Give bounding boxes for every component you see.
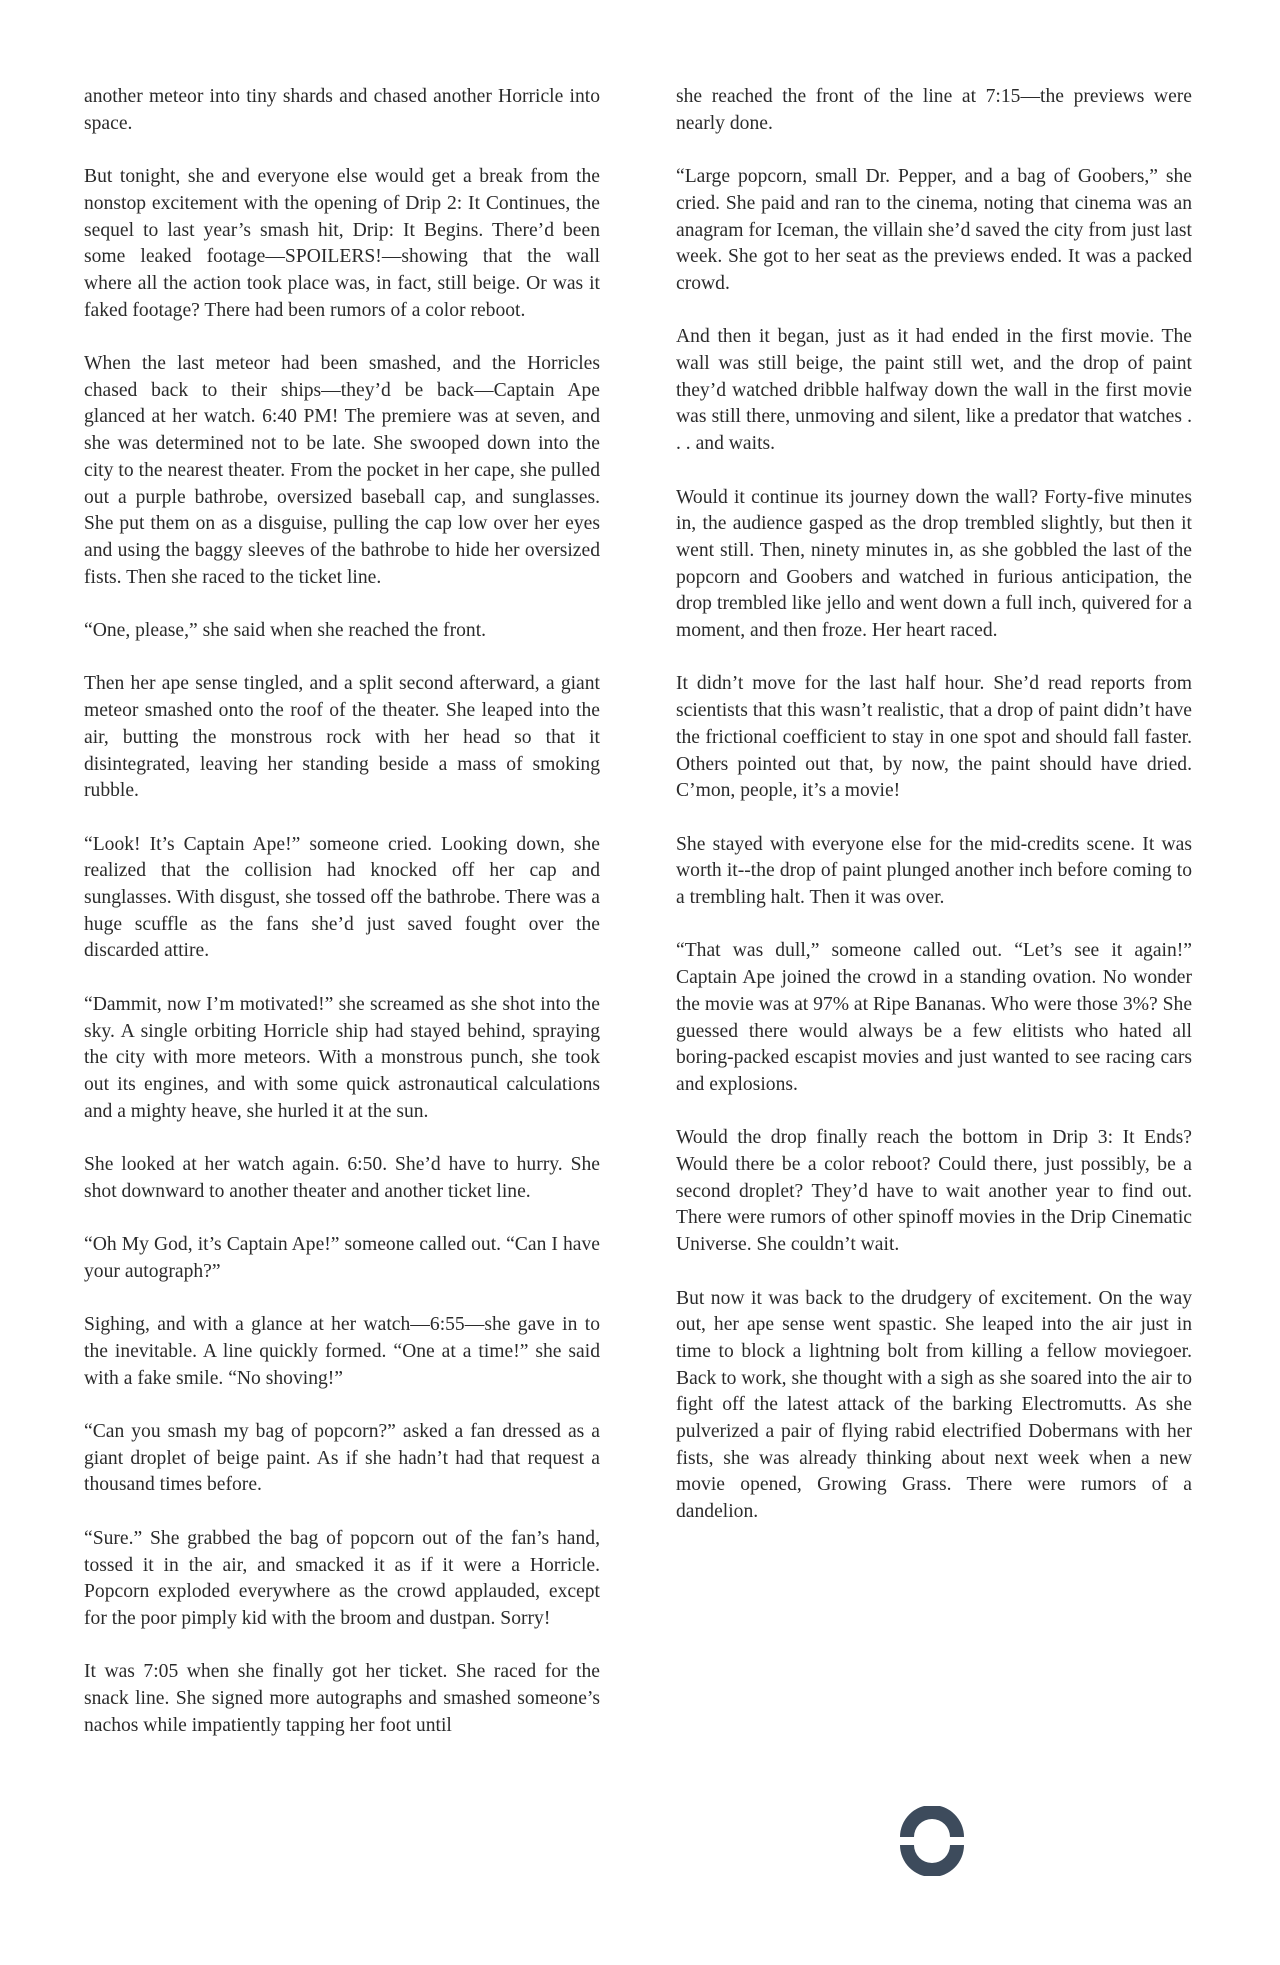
paragraph: “Look! It’s Captain Ape!” someone cried. Looking down, she realized that the collision had knocked off her cap and sunglasses. With disgust, she tossed off the bathrobe. There was a huge scuffle as the fans she’d just saved fought over the discarded attire. (84, 833, 600, 962)
paragraph: “Dammit, now I’m motivated!” she screamed as she shot into the sky. A single orbiting Horricle ship had stayed behind, spraying the city with more meteors. With a monstrous punch, she took out its engines, and with some quick astronautical calculations and a mighty heave, she hurled it at the sun. (84, 993, 600, 1122)
paragraph: And then it began, just as it had ended in the first movie. The wall was still beige, the paint still wet, and the drop of paint they’d watched dribble halfway down the wall in the first movie was still there, unmoving and silent, like a predator that watches . . . and waits. (676, 326, 1192, 455)
paragraph: Then her ape sense tingled, and a split second afterward, a giant meteor smashed onto the roof of the theater. She leaped into the air, butting the monstrous rock with her head so that it disintegrated, leaving her standing beside a mass of smoking rubble. (84, 673, 600, 802)
end-of-story-ring-icon (897, 1806, 967, 1876)
paragraph: “Large popcorn, small Dr. Pepper, and a bag of Goobers,” she cried. She paid and ran to the cinema, noting that cinema was an anagram for Iceman, the villain she’d saved the city from just last week. She got to her seat as the previews ended. It was a packed crowd. (676, 166, 1192, 294)
paragraph: “Sure.” She grabbed the bag of popcorn out of the fan’s hand, tossed it in the air, and smacked it as if it were a Horricle. Popcorn exploded everywhere as the crowd applauded, except for the poor pimply kid with the broom and dustpan. Sorry! (84, 1527, 600, 1629)
paragraph: Would the drop finally reach the bottom in Drip 3: It Ends? Would there be a color reboot? Could there, just possibly, be a second droplet? They’d have to wait another year to find out. There were rumors of other spinoff movies in the Drip Cinematic Universe. She couldn’t wait. (676, 1127, 1192, 1256)
paragraph: Sighing, and with a glance at her watch—6:55—she gave in to the inevitable. A line quickly formed. “One at a time!” she said with a fake smile. “No shoving!” (84, 1314, 600, 1389)
paragraph: It was 7:05 when she finally got her ticket. She raced for the snack line. She signed more autographs and smashed someone’s nachos while impatiently tapping her foot until (84, 1661, 600, 1736)
paragraph: “Can you smash my bag of popcorn?” asked a fan dressed as a giant droplet of beige paint. As if she hadn’t had that request a thousand times before. (84, 1421, 600, 1496)
paragraph: “That was dull,” someone called out. “Let’s see it again!” Captain Ape joined the crowd in a standing ovation. No wonder the movie was at 97% at Ripe Bananas. Who were those 3%? She guessed there would always be a few elitists who hated all boring-packed escapist movies and just wanted to see racing cars and explosions. (676, 940, 1193, 1095)
paragraph: She looked at her watch again. 6:50. She’d have to hurry. She shot downward to another theater and another ticket line. (84, 1154, 600, 1202)
right-text-column (676, 84, 1192, 1526)
paragraph: It didn’t move for the last half hour. She’d read reports from scientists that this wasn’t realistic, that a drop of paint didn’t have the frictional coefficient to stay in one spot and should fall faster. Others pointed out that, by now, the paint should have dried. C’mon, people, it’s a movie! (676, 673, 1192, 802)
paragraph: “One, please,” she said when she reached the front. (84, 620, 487, 642)
paragraph: she reached the front of the line at 7:15—the previews were nearly done. (676, 86, 1192, 134)
paragraph: When the last meteor had been smashed, and the Horricles chased back to their ships—they’d be back—Captain Ape glanced at her watch. 6:40 PM! The premiere was at seven, and she was determined not to be late. She swooped down into the city to the nearest theater. From the pocket in her cape, she pulled out a purple bathrobe, oversized baseball cap, and sunglasses. She put them on as a disguise, pulling the cap low over her eyes and using the baggy sleeves of the bathrobe to hide her oversized fists. Then she raced to the ticket line. (84, 353, 600, 588)
ring-bottom-arc (900, 1845, 964, 1876)
paragraph: “Oh My God, it’s Captain Ape!” someone called out. “Can I have your autograph?” (84, 1234, 600, 1282)
paragraph: She stayed with everyone else for the mid-credits scene. It was worth it--the drop of paint plunged another inch before coming to a trembling halt. Then it was over. (676, 833, 1192, 909)
ring-top-arc (900, 1806, 964, 1837)
paragraph: But now it was back to the drudgery of excitement. On the way out, her ape sense went spastic. She leaped into the air just in time to block a lightning bolt from killing a fellow moviegoer. Back to work, she thought with a sigh as she soared into the air to fight off the latest attack of the barking Electromutts. As she pulverized a pair of flying rabid electrified Dobermans with her fists, she was already thinking about next week when a new movie opened, Growing Grass. There were rumors of a dandelion. (676, 1287, 1192, 1523)
left-text-column (84, 84, 600, 1739)
paragraph: another meteor into tiny shards and chased another Horricle into space. (84, 86, 600, 134)
paragraph: But tonight, she and everyone else would get a break from the nonstop excitement with the opening of Drip 2: It Continues, the sequel to last year’s smash hit, Drip: It Begins. There’d been some leaked footage—SPOILERS!—showing that the wall where all the action took place was, in fact, still beige. Or was it faked footage? There had been rumors of a color reboot. (84, 166, 600, 321)
paragraph: Would it continue its journey down the wall? Forty-five minutes in, the audience gasped as the drop trembled slightly, but then it went still. Then, ninety minutes in, as she gobbled the last of the popcorn and Goobers and watched in furious anticipation, the drop trembled like jello and went down a full inch, quivered for a moment, and then froze. Her heart raced. (676, 486, 1192, 642)
